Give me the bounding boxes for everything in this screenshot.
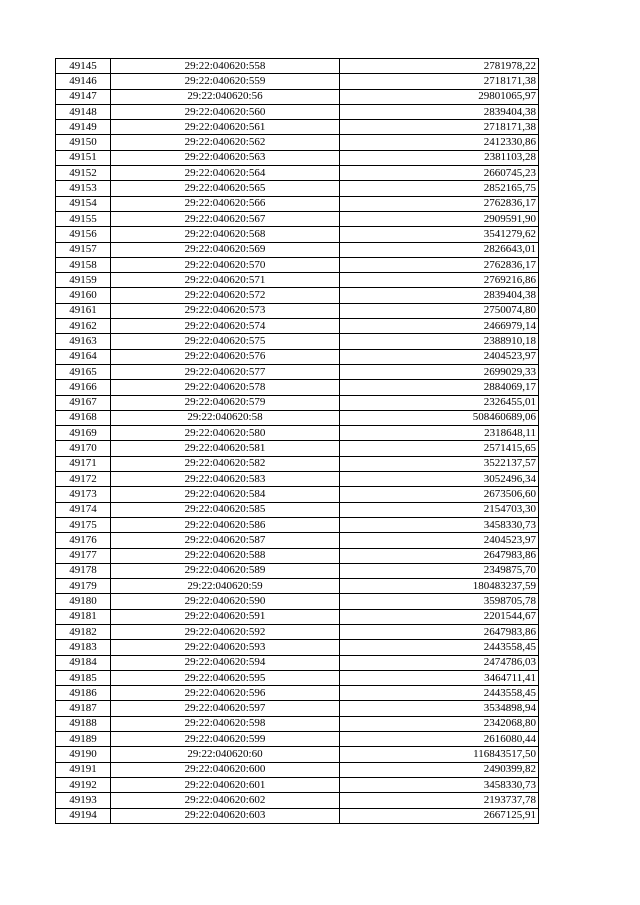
- row-number-cell: 49176: [56, 533, 111, 548]
- row-number-cell: 49191: [56, 762, 111, 777]
- cadastral-value-cell: 2443558,45: [340, 640, 539, 655]
- cadastral-number-cell: 29:22:040620:563: [111, 150, 340, 165]
- table-row: [56, 472, 539, 487]
- table-row: [56, 716, 539, 731]
- table-row: [56, 104, 539, 119]
- cadastral-number-cell: 29:22:040620:576: [111, 349, 340, 364]
- row-number-cell: 49148: [56, 104, 111, 119]
- cadastral-value-cell: 2673506,60: [340, 487, 539, 502]
- row-number-cell: 49192: [56, 777, 111, 792]
- cadastral-value-cell: 2474786,03: [340, 655, 539, 670]
- row-number-cell: 49177: [56, 548, 111, 563]
- cadastral-number-cell: 29:22:040620:578: [111, 380, 340, 395]
- row-number-cell: 49187: [56, 701, 111, 716]
- cadastral-value-cell: 2667125,91: [340, 808, 539, 823]
- cadastral-number-cell: 29:22:040620:558: [111, 59, 340, 74]
- row-number-cell: 49163: [56, 334, 111, 349]
- cadastral-value-cell: 2193737,78: [340, 793, 539, 808]
- table-row: [56, 257, 539, 272]
- cadastral-number-cell: 29:22:040620:569: [111, 242, 340, 257]
- cadastral-number-cell: 29:22:040620:586: [111, 517, 340, 532]
- cadastral-number-cell: 29:22:040620:579: [111, 395, 340, 410]
- table-row: [56, 655, 539, 670]
- row-number-cell: 49156: [56, 227, 111, 242]
- row-number-cell: 49175: [56, 517, 111, 532]
- cadastral-number-cell: 29:22:040620:571: [111, 273, 340, 288]
- cadastral-value-cell: 2349875,70: [340, 563, 539, 578]
- row-number-cell: 49180: [56, 594, 111, 609]
- cadastral-number-cell: 29:22:040620:599: [111, 732, 340, 747]
- table-row: [56, 211, 539, 226]
- table-row: [56, 441, 539, 456]
- cadastral-value-cell: 508460689,06: [340, 410, 539, 425]
- row-number-cell: 49169: [56, 426, 111, 441]
- cadastral-value-cell: 29801065,97: [340, 89, 539, 104]
- table-row: [56, 426, 539, 441]
- row-number-cell: 49157: [56, 242, 111, 257]
- cadastral-value-cell: 2699029,33: [340, 364, 539, 379]
- row-number-cell: 49151: [56, 150, 111, 165]
- table-row: [56, 120, 539, 135]
- table-row: [56, 135, 539, 150]
- cadastral-value-cell: 2762836,17: [340, 196, 539, 211]
- cadastral-value-cell: 2388910,18: [340, 334, 539, 349]
- table-row: [56, 227, 539, 242]
- cadastral-value-cell: 2490399,82: [340, 762, 539, 777]
- cadastral-number-cell: 29:22:040620:600: [111, 762, 340, 777]
- cadastral-value-cell: 3458330,73: [340, 517, 539, 532]
- row-number-cell: 49182: [56, 624, 111, 639]
- table-row: [56, 732, 539, 747]
- cadastral-number-cell: 29:22:040620:581: [111, 441, 340, 456]
- row-number-cell: 49165: [56, 364, 111, 379]
- cadastral-number-cell: 29:22:040620:573: [111, 303, 340, 318]
- cadastral-value-cell: 2647983,86: [340, 548, 539, 563]
- cadastral-value-cell: 2826643,01: [340, 242, 539, 257]
- table-row: [56, 793, 539, 808]
- cadastral-value-cell: 2404523,97: [340, 349, 539, 364]
- cadastral-number-cell: 29:22:040620:585: [111, 502, 340, 517]
- cadastral-value-cell: 2769216,86: [340, 273, 539, 288]
- table-row: [56, 410, 539, 425]
- cadastral-value-cell: 2839404,38: [340, 288, 539, 303]
- cadastral-number-cell: 29:22:040620:583: [111, 472, 340, 487]
- cadastral-number-cell: 29:22:040620:591: [111, 609, 340, 624]
- cadastral-value-cell: 2884069,17: [340, 380, 539, 395]
- table-row: [56, 563, 539, 578]
- cadastral-number-cell: 29:22:040620:595: [111, 670, 340, 685]
- cadastre-value-table: [55, 58, 539, 824]
- cadastral-value-cell: 2660745,23: [340, 166, 539, 181]
- table-row: [56, 747, 539, 762]
- row-number-cell: 49170: [56, 441, 111, 456]
- cadastral-number-cell: 29:22:040620:566: [111, 196, 340, 211]
- row-number-cell: 49174: [56, 502, 111, 517]
- table-row: [56, 686, 539, 701]
- row-number-cell: 49178: [56, 563, 111, 578]
- row-number-cell: 49190: [56, 747, 111, 762]
- row-number-cell: 49147: [56, 89, 111, 104]
- row-number-cell: 49167: [56, 395, 111, 410]
- cadastral-value-cell: 2647983,86: [340, 624, 539, 639]
- cadastral-number-cell: 29:22:040620:588: [111, 548, 340, 563]
- cadastral-number-cell: 29:22:040620:562: [111, 135, 340, 150]
- row-number-cell: 49159: [56, 273, 111, 288]
- table-row: [56, 319, 539, 334]
- cadastral-number-cell: 29:22:040620:592: [111, 624, 340, 639]
- cadastral-number-cell: 29:22:040620:570: [111, 257, 340, 272]
- cadastral-number-cell: 29:22:040620:584: [111, 487, 340, 502]
- row-number-cell: 49145: [56, 59, 111, 74]
- table-row: [56, 502, 539, 517]
- table-row: [56, 456, 539, 471]
- table-row: [56, 303, 539, 318]
- cadastral-number-cell: 29:22:040620:559: [111, 74, 340, 89]
- table-row: [56, 166, 539, 181]
- cadastral-value-cell: 2571415,65: [340, 441, 539, 456]
- table-row: [56, 487, 539, 502]
- row-number-cell: 49188: [56, 716, 111, 731]
- cadastral-number-cell: 29:22:040620:560: [111, 104, 340, 119]
- row-number-cell: 49172: [56, 472, 111, 487]
- row-number-cell: 49181: [56, 609, 111, 624]
- cadastral-value-cell: 3541279,62: [340, 227, 539, 242]
- table-row: [56, 380, 539, 395]
- cadastral-number-cell: 29:22:040620:602: [111, 793, 340, 808]
- cadastral-number-cell: 29:22:040620:561: [111, 120, 340, 135]
- cadastral-number-cell: 29:22:040620:568: [111, 227, 340, 242]
- cadastral-value-cell: 2839404,38: [340, 104, 539, 119]
- cadastral-value-cell: 2201544,67: [340, 609, 539, 624]
- row-number-cell: 49146: [56, 74, 111, 89]
- row-number-cell: 49158: [56, 257, 111, 272]
- row-number-cell: 49164: [56, 349, 111, 364]
- table-row: [56, 533, 539, 548]
- row-number-cell: 49154: [56, 196, 111, 211]
- cadastral-value-cell: 2852165,75: [340, 181, 539, 196]
- cadastral-number-cell: 29:22:040620:575: [111, 334, 340, 349]
- row-number-cell: 49149: [56, 120, 111, 135]
- table-row: [56, 288, 539, 303]
- table-row: [56, 181, 539, 196]
- cadastral-value-cell: 2762836,17: [340, 257, 539, 272]
- cadastral-value-cell: 2443558,45: [340, 686, 539, 701]
- cadastral-number-cell: 29:22:040620:594: [111, 655, 340, 670]
- table-row: [56, 579, 539, 594]
- cadastral-value-cell: 2154703,30: [340, 502, 539, 517]
- row-number-cell: 49185: [56, 670, 111, 685]
- row-number-cell: 49162: [56, 319, 111, 334]
- cadastral-number-cell: 29:22:040620:589: [111, 563, 340, 578]
- row-number-cell: 49173: [56, 487, 111, 502]
- cadastral-number-cell: 29:22:040620:577: [111, 364, 340, 379]
- cadastral-value-cell: 2781978,22: [340, 59, 539, 74]
- cadastral-value-cell: 2616080,44: [340, 732, 539, 747]
- row-number-cell: 49150: [56, 135, 111, 150]
- row-number-cell: 49168: [56, 410, 111, 425]
- cadastral-number-cell: 29:22:040620:59: [111, 579, 340, 594]
- cadastral-number-cell: 29:22:040620:590: [111, 594, 340, 609]
- table-row: [56, 364, 539, 379]
- row-number-cell: 49193: [56, 793, 111, 808]
- table-row: [56, 150, 539, 165]
- cadastral-value-cell: 3052496,34: [340, 472, 539, 487]
- row-number-cell: 49186: [56, 686, 111, 701]
- row-number-cell: 49171: [56, 456, 111, 471]
- cadastral-number-cell: 29:22:040620:565: [111, 181, 340, 196]
- cadastral-value-cell: 3522137,57: [340, 456, 539, 471]
- cadastral-number-cell: 29:22:040620:60: [111, 747, 340, 762]
- cadastral-value-cell: 116843517,50: [340, 747, 539, 762]
- table-row: [56, 74, 539, 89]
- cadastral-value-cell: 2404523,97: [340, 533, 539, 548]
- table-body: [56, 59, 539, 824]
- table-row: [56, 594, 539, 609]
- table-row: [56, 59, 539, 74]
- cadastral-value-cell: 3458330,73: [340, 777, 539, 792]
- table-row: [56, 808, 539, 823]
- table-row: [56, 762, 539, 777]
- table-row: [56, 670, 539, 685]
- cadastral-number-cell: 29:22:040620:601: [111, 777, 340, 792]
- table-row: [56, 640, 539, 655]
- table-row: [56, 777, 539, 792]
- table-row: [56, 334, 539, 349]
- cadastral-value-cell: 2718171,38: [340, 120, 539, 135]
- cadastral-value-cell: 2381103,28: [340, 150, 539, 165]
- table-row: [56, 624, 539, 639]
- cadastral-number-cell: 29:22:040620:587: [111, 533, 340, 548]
- cadastral-number-cell: 29:22:040620:564: [111, 166, 340, 181]
- cadastral-number-cell: 29:22:040620:582: [111, 456, 340, 471]
- row-number-cell: 49166: [56, 380, 111, 395]
- cadastral-number-cell: 29:22:040620:58: [111, 410, 340, 425]
- cadastral-value-cell: 2718171,38: [340, 74, 539, 89]
- row-number-cell: 49161: [56, 303, 111, 318]
- cadastral-number-cell: 29:22:040620:567: [111, 211, 340, 226]
- cadastral-number-cell: 29:22:040620:596: [111, 686, 340, 701]
- cadastral-number-cell: 29:22:040620:603: [111, 808, 340, 823]
- table-row: [56, 273, 539, 288]
- table-row: [56, 548, 539, 563]
- table-row: [56, 349, 539, 364]
- cadastral-value-cell: 2750074,80: [340, 303, 539, 318]
- row-number-cell: 49152: [56, 166, 111, 181]
- cadastral-number-cell: 29:22:040620:597: [111, 701, 340, 716]
- table-row: [56, 609, 539, 624]
- cadastral-value-cell: 2412330,86: [340, 135, 539, 150]
- cadastral-number-cell: 29:22:040620:580: [111, 426, 340, 441]
- row-number-cell: 49194: [56, 808, 111, 823]
- row-number-cell: 49155: [56, 211, 111, 226]
- cadastral-number-cell: 29:22:040620:574: [111, 319, 340, 334]
- cadastral-number-cell: 29:22:040620:572: [111, 288, 340, 303]
- table-row: [56, 196, 539, 211]
- row-number-cell: 49153: [56, 181, 111, 196]
- row-number-cell: 49183: [56, 640, 111, 655]
- cadastral-value-cell: 2326455,01: [340, 395, 539, 410]
- cadastral-number-cell: 29:22:040620:56: [111, 89, 340, 104]
- cadastral-number-cell: 29:22:040620:593: [111, 640, 340, 655]
- row-number-cell: 49160: [56, 288, 111, 303]
- cadastral-value-cell: 2342068,80: [340, 716, 539, 731]
- row-number-cell: 49184: [56, 655, 111, 670]
- cadastral-value-cell: 3534898,94: [340, 701, 539, 716]
- row-number-cell: 49179: [56, 579, 111, 594]
- cadastral-value-cell: 2466979,14: [340, 319, 539, 334]
- table-row: [56, 701, 539, 716]
- cadastral-number-cell: 29:22:040620:598: [111, 716, 340, 731]
- table-row: [56, 517, 539, 532]
- cadastral-value-cell: 2909591,90: [340, 211, 539, 226]
- cadastral-value-cell: 2318648,11: [340, 426, 539, 441]
- table-row: [56, 395, 539, 410]
- cadastral-value-cell: 3464711,41: [340, 670, 539, 685]
- table-row: [56, 242, 539, 257]
- cadastral-value-cell: 180483237,59: [340, 579, 539, 594]
- cadastral-value-cell: 3598705,78: [340, 594, 539, 609]
- row-number-cell: 49189: [56, 732, 111, 747]
- table-row: [56, 89, 539, 104]
